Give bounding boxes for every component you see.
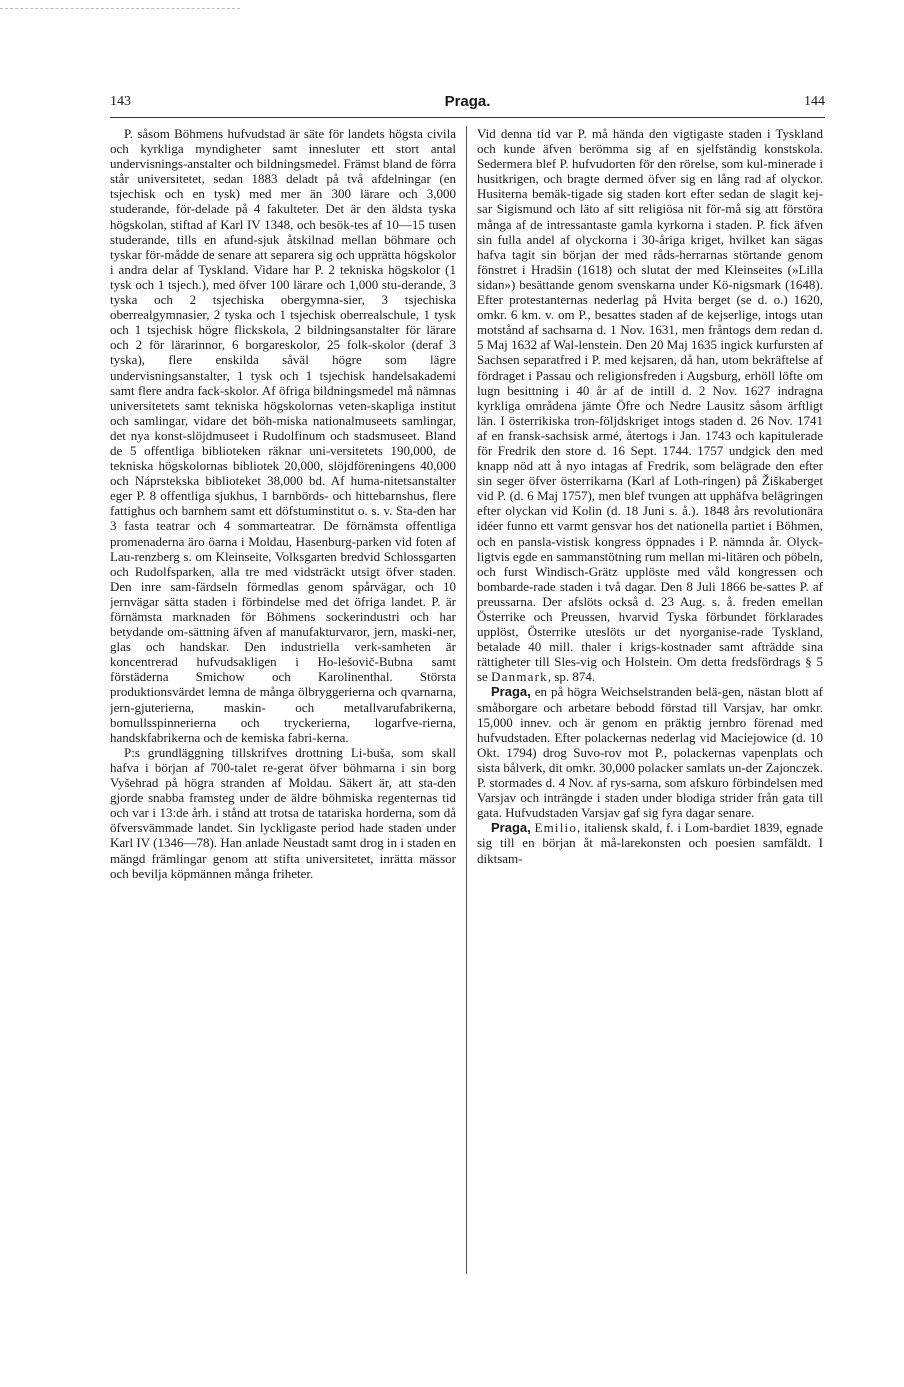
history-text: Vid denna tid var P. må hända den vigtigaste staden i Tyskland och kunde äfven berömma sig af en sjelfständig konstskola. Sedermera blef P. hufvudorten för den rörelse, som kul-minerade i husitkrigen, och bragte dermed öfver sig en lång rad af olyckor. Husiterna bemäk-tigade sig staden kort efter sedan de slagit kej-sar Sigismund och läto af sitt religiösa nit för-må sig att förstöra många af de intressantaste gamla kyrkorna i staden. P. fick äfven sin fulla andel af olyckorna i 30-åriga kriget, hvilket kan sägas hafva tagit sin början der med råds-herrarnas störtande genom fönstret i Hradšin (1618) och slutat der med Kleinseites (»Lilla sidan») besättande genom svenskarna under Kö-nigsmark (1648). Efter protestanternas nederlag på Hvita berget (se d. o.) 1620, omkr. 6 km. v. om P., besattes staden af de kejserlige, intogs utan motstånd af sachsarna d. 1 Nov. 1631, men fråntogs dem redan d. 5 Maj 1632 af Wal-lenstein. Den 20 Maj 1635 ingick kurfursten af Sachsen separatfred i P. med kejsaren, då han, utom bekräftelse af fördraget i Passau och religionsfreden i Augsburg, erhöll löfte om lugn besittning i 40 år af de intill d. 2 Nov. 1627 indragna kyrkliga områdena jämte Öfre och Nedre Lausitz såsom ärftligt län. I österrikiska tron-följdskriget intogs staden d. 26 Nov. 1741 af en fransk-sachsisk armé, återtogs i Jan. 1743 och kapitulerade för Fredrik den store d. 16 Sept. 1744. 1757 undgick den med knapp nöd att å nyo intagas af Fredrik, som belägrade den efter sin seger öfver österrikarna (Karl af Loth-ringen) på Žiškaberget vid P. (d. 6 Maj 1757), men blef tvungen att upphäfva belägringen efter olyckan vid Kolin (d. 18 Juni s. å.). 1848 års revolutionära idéer funno ett varmt gensvar hos det nationella partiet i Böhmen, och en pansla-vistisk kongress öppnades i P. nämnda år. Olyck-ligtvis egde en sammanstötning rum mellan mi-litären och pöbeln, och furst Windisch-Grätz upplöste med våld kongressen och bombarde-rade staden i två dagar. Den 8 Juli 1866 be-sattes P. af preussarna. Der afslöts också d. 23 Aug. s. å. freden emellan Österrike och Preussen, hvarvid Tyska förbundet förklarades upplöst, Österrike uteslöts ur det nyorganise-rade Tyskland, betalade 40 mill. thaler i krigs-kostnader samt afträdde sina rättigheter till Sles-vig och Holstein. Om detta fredsfördrags § 5 se: [477, 126, 823, 685]
running-title: Praga.: [444, 93, 491, 110]
page-number-left: 143: [110, 94, 131, 109]
right-column: [477, 126, 823, 1278]
given-name-emilio: Emilio: [534, 820, 578, 836]
cross-reference-danmark: Danmark: [491, 669, 548, 685]
left-column: [110, 126, 456, 1278]
history-text-end: , sp. 874.: [547, 669, 596, 685]
entry-praga-suburb: [477, 684, 823, 820]
paragraph-history-continued: [477, 126, 823, 684]
headword-praga-emilio: Praga,: [491, 820, 531, 836]
paragraph-education: P. såsom Böhmens hufvudstad är säte för landets högsta civila och kyrkliga myndigheter samt innesluter ett stort antal undervisnings-anstalter och bildningsmedel. Främst bland de förra står universitetet, sedan 1883 deladt på två afdelningar (en tsjechisk och en tysk) med mer än 300 lärare och 3,000 studerande, för-delade på 4 fakulteter. Det är den äldsta tyska högskolan, stiftad af Karl IV 1348, och besök-tes af 10—15 tusen studerande, tills en afund-sjuk åtskilnad mellan böhmare och tyskar för-mådde de senare att separera sig och upprätta högskolor i andra delar af Tyskland. Vidare har P. 2 tekniska högskolor (1 tysk och 1 tsjech.), med öfver 100 lärare och 1,000 stu-derande, 3 tyska och 2 tsjechiska obergymna-sier, 3 tsjechiska oberrealgymnasier, 2 tyska och 1 tsjechisk oberrealschule, 1 tysk och 1 tsjechisk högre flickskola, 2 bildningsanstalter för lärare och 2 för lärarinnor, 6 borgareskolor, 25 folk-skolor (deraf 3 tyska), flere enskilda såväl högre som lägre undervisningsanstalter, 1 tysk och 1 tsjechisk handelsakademi samt flere andra fack-skolor. Af öfriga bildningsmedel må nämnas universitetets samt tekniska högskolornas veten-skapliga institut och samlingar, vidare det böh-miska nationalmuseets samlingar, det nya konst-slöjdmuseet i Rudolfinum och stadsmuseet. Bland de 5 offentliga biblioteken räknar uni-versitetets 190,000, de tekniska högskolornas bibliotek 20,000, slöjdföreningens 40,000 och Náprstekska biblioteket 38,000 bd. Af huma-nitetsanstalter eger P. 8 offentliga sjukhus, 1 barnbörds- och hittebarnshus, flere fattighus och barnhem samt ett döfstuminstitut o. s. v. Sta-den har 3 fasta teatrar och 4 sommarteatrar. De förnämsta offentliga promenaderna äro öarna i Moldau, Hasenburg-parken vid foten af Lau-renzberg s. om Kleinseite, Volksgarten bredvid Schlossgarten och Rudolfsparken, alla tre med vidsträckt utsigt öfver staden. Den inre sam-färdseln förmedlas genom spårvägar, och 10 jernvägar sätta staden i förbindelse med det öfriga landet. P. är förnämsta marknaden för Böhmens sockerindustri och har betydande om-sättning äfven af manufakturvaror, jern, maski-ner, glas och handskar. Den industriella verk-samheten är koncentrerad hufvudsakligen i Ho-lešovič-Bubna samt förstäderna Smichow och Karolinenthal. Största produktionsvärdet lemna de många ölbryggerierna och qvarnarna, jern-gjuterierna, maskin- och metallvarufabrikerna, bomullsspinnerierna och tryckerierna, logarfve-rierna, handskfabrikerna och de kemiska fabri-kerna.: [110, 126, 456, 745]
scan-edge-line: [0, 8, 240, 9]
header-rule: [110, 117, 825, 118]
column-divider: [466, 126, 467, 1274]
page-header: [110, 94, 825, 114]
entry-emilio-text: , italiensk skald, f. i Lom-bardiet 1839, egnade sig till en början åt må-larekonsten och poesien samfäldt. I diktsam-: [477, 820, 823, 866]
headword-praga: Praga,: [491, 684, 531, 700]
page-number-right: 144: [804, 94, 825, 109]
paragraph-history: P:s grundläggning tillskrifves drottning Li-buša, som skall hafva i början af 700-talet re-gerat öfver böhmarna i sin borg Vyšehrad på högra stranden af Moldau. Säkert är, att sta-den gjorde snabba framsteg under de äldre böhmiska regenternas tid och var i 13:de årh. i stånd att trotsa de tatariska horderna, som då öfversvämmade landet. Sin lyckligaste period hade staden under Karl IV (1346—78). Han anlade Neustadt samt drog in i staden en mängd främlingar genom att stifta universitetet, inrätta mässor och bevilja köpmännen många friheter.: [110, 744, 456, 881]
entry-praga-emilio: [477, 820, 823, 865]
entry-praga-text: en på högra Weichselstranden belä-gen, nästan blott af småborgare och arbetare bebodd förstad till Varsjav, har omkr. 15,000 innev. och är genom en präktig jernbro förenad med hufvudstaden. Efter polackernas nederlag vid Maciejowice (d. 10 Okt. 1794) drog Suvo-rov mot P., polackernas vapenplats och sista bålverk, dit omkr. 30,000 polacker samlats un-der Zajonczek. P. stormades d. 4 Nov. af rys-sarna, som afskuro förbindelsen med Varsjav och inträngde i staden under blodiga strider från gata till gata. Hufvudstaden Varsjav gaf sig fyra dagar senare.: [477, 684, 823, 821]
